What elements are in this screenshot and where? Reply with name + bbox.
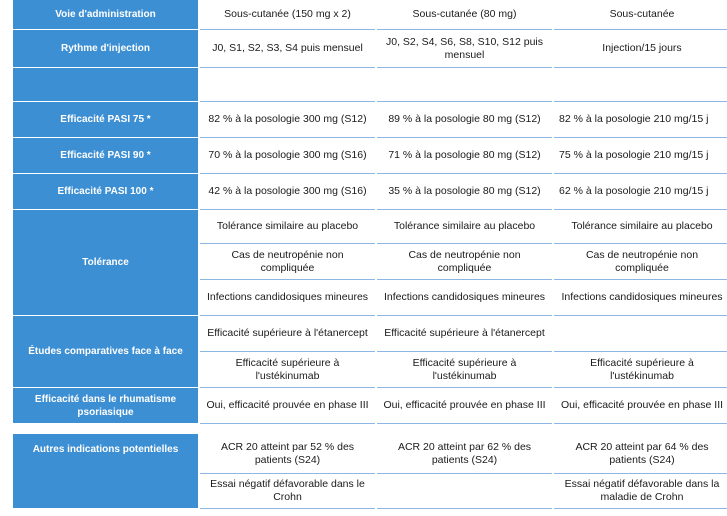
cell-pasi-100-1: 42 % à la posologie 300 mg (S16) — [200, 174, 375, 210]
cell-crohn-3: Essai négatif défavorable dans la maladie de Crohn — [554, 474, 727, 509]
cell-crohn-2 — [377, 474, 552, 509]
cell-tolerance-placebo-3: Tolérance similaire au placebo — [554, 210, 727, 244]
cell-pasi-75-3: 82 % à la posologie 210 mg/15 j — [554, 102, 727, 138]
cell-psoriatic-arthritis-1: Oui, efficacité prouvée en phase III — [200, 388, 375, 424]
cell-pasi-90-2: 71 % à la posologie 80 mg (S12) — [377, 138, 552, 174]
cell-acr20-1: ACR 20 atteint par 52 % des patients (S24) — [200, 434, 375, 474]
cell-partial-next-row — [200, 509, 727, 516]
cell-pasi-75-2: 89 % à la posologie 80 mg (S12) — [377, 102, 552, 138]
row-header-pasi-90: Efficacité PASI 90 * — [13, 138, 198, 174]
cell-administration-1: Sous-cutanée (150 mg x 2) — [200, 0, 375, 30]
cell-tolerance-neutropenia-3: Cas de neutropénie non compliquée — [554, 244, 727, 280]
cell-psoriatic-arthritis-3: Oui, efficacité prouvée en phase III — [554, 388, 727, 424]
cell-crohn-1: Essai négatif défavorable dans le Crohn — [200, 474, 375, 509]
table-spacer — [13, 424, 727, 434]
row-header-tolerance: Tolérance — [13, 210, 198, 316]
cell-pasi-90-3: 75 % à la posologie 210 mg/15 j — [554, 138, 727, 174]
row-header-other-indications — [13, 434, 198, 509]
cell-pasi-100-3: 62 % à la posologie 210 mg/15 j — [554, 174, 727, 210]
cell-etanercept-1: Efficacité supérieure à l'étanercept — [200, 316, 375, 352]
cell-psoriatic-arthritis-2: Oui, efficacité prouvée en phase III — [377, 388, 552, 424]
cell-empty-3 — [554, 68, 727, 102]
cell-tolerance-infections-3: Infections candidosiques mineures — [554, 280, 727, 316]
cell-empty-1 — [200, 68, 375, 102]
comparison-table — [13, 0, 727, 516]
cell-ustekinumab-1: Efficacité supérieure à l'ustékinumab — [200, 352, 375, 388]
row-header-empty — [13, 68, 198, 102]
cell-etanercept-3 — [554, 316, 727, 352]
cell-injection-rhythm-3: Injection/15 jours — [554, 30, 727, 68]
cell-administration-3: Sous-cutanée — [554, 0, 727, 30]
cell-tolerance-infections-2: Infections candidosiques mineures — [377, 280, 552, 316]
cell-tolerance-placebo-2: Tolérance similaire au placebo — [377, 210, 552, 244]
cell-acr20-3: ACR 20 atteint par 64 % des patients (S24) — [554, 434, 727, 474]
row-header-pasi-100: Efficacité PASI 100 * — [13, 174, 198, 210]
cell-etanercept-2: Efficacité supérieure à l'étanercept — [377, 316, 552, 352]
cell-pasi-90-1: 70 % à la posologie 300 mg (S16) — [200, 138, 375, 174]
cell-tolerance-neutropenia-1: Cas de neutropénie non compliquée — [200, 244, 375, 280]
row-header-other-indications-label: Autres indications potentielles — [32, 443, 179, 455]
row-header-head-to-head: Études comparatives face à face — [13, 316, 198, 388]
cell-injection-rhythm-1: J0, S1, S2, S3, S4 puis mensuel — [200, 30, 375, 68]
row-header-administration: Voie d'administration — [13, 0, 198, 30]
cell-pasi-75-1: 82 % à la posologie 300 mg (S12) — [200, 102, 375, 138]
cell-ustekinumab-2: Efficacité supérieure à l'ustékinumab — [377, 352, 552, 388]
cell-injection-rhythm-2: J0, S2, S4, S6, S8, S10, S12 puis mensuel — [377, 30, 552, 68]
row-header-psoriatic-arthritis: Efficacité dans le rhumatisme psoriasique — [13, 388, 198, 424]
cell-tolerance-infections-1: Infections candidosiques mineures — [200, 280, 375, 316]
cell-tolerance-placebo-1: Tolérance similaire au placebo — [200, 210, 375, 244]
cell-administration-2: Sous-cutanée (80 mg) — [377, 0, 552, 30]
cell-empty-2 — [377, 68, 552, 102]
cell-pasi-100-2: 35 % à la posologie 80 mg (S12) — [377, 174, 552, 210]
cell-ustekinumab-3: Efficacité supérieure à l'ustékinumab — [554, 352, 727, 388]
row-header-pasi-75: Efficacité PASI 75 * — [13, 102, 198, 138]
cell-acr20-2: ACR 20 atteint par 62 % des patients (S24) — [377, 434, 552, 474]
cell-tolerance-neutropenia-2: Cas de neutropénie non compliquée — [377, 244, 552, 280]
row-header-injection-rhythm: Rythme d'injection — [13, 30, 198, 68]
